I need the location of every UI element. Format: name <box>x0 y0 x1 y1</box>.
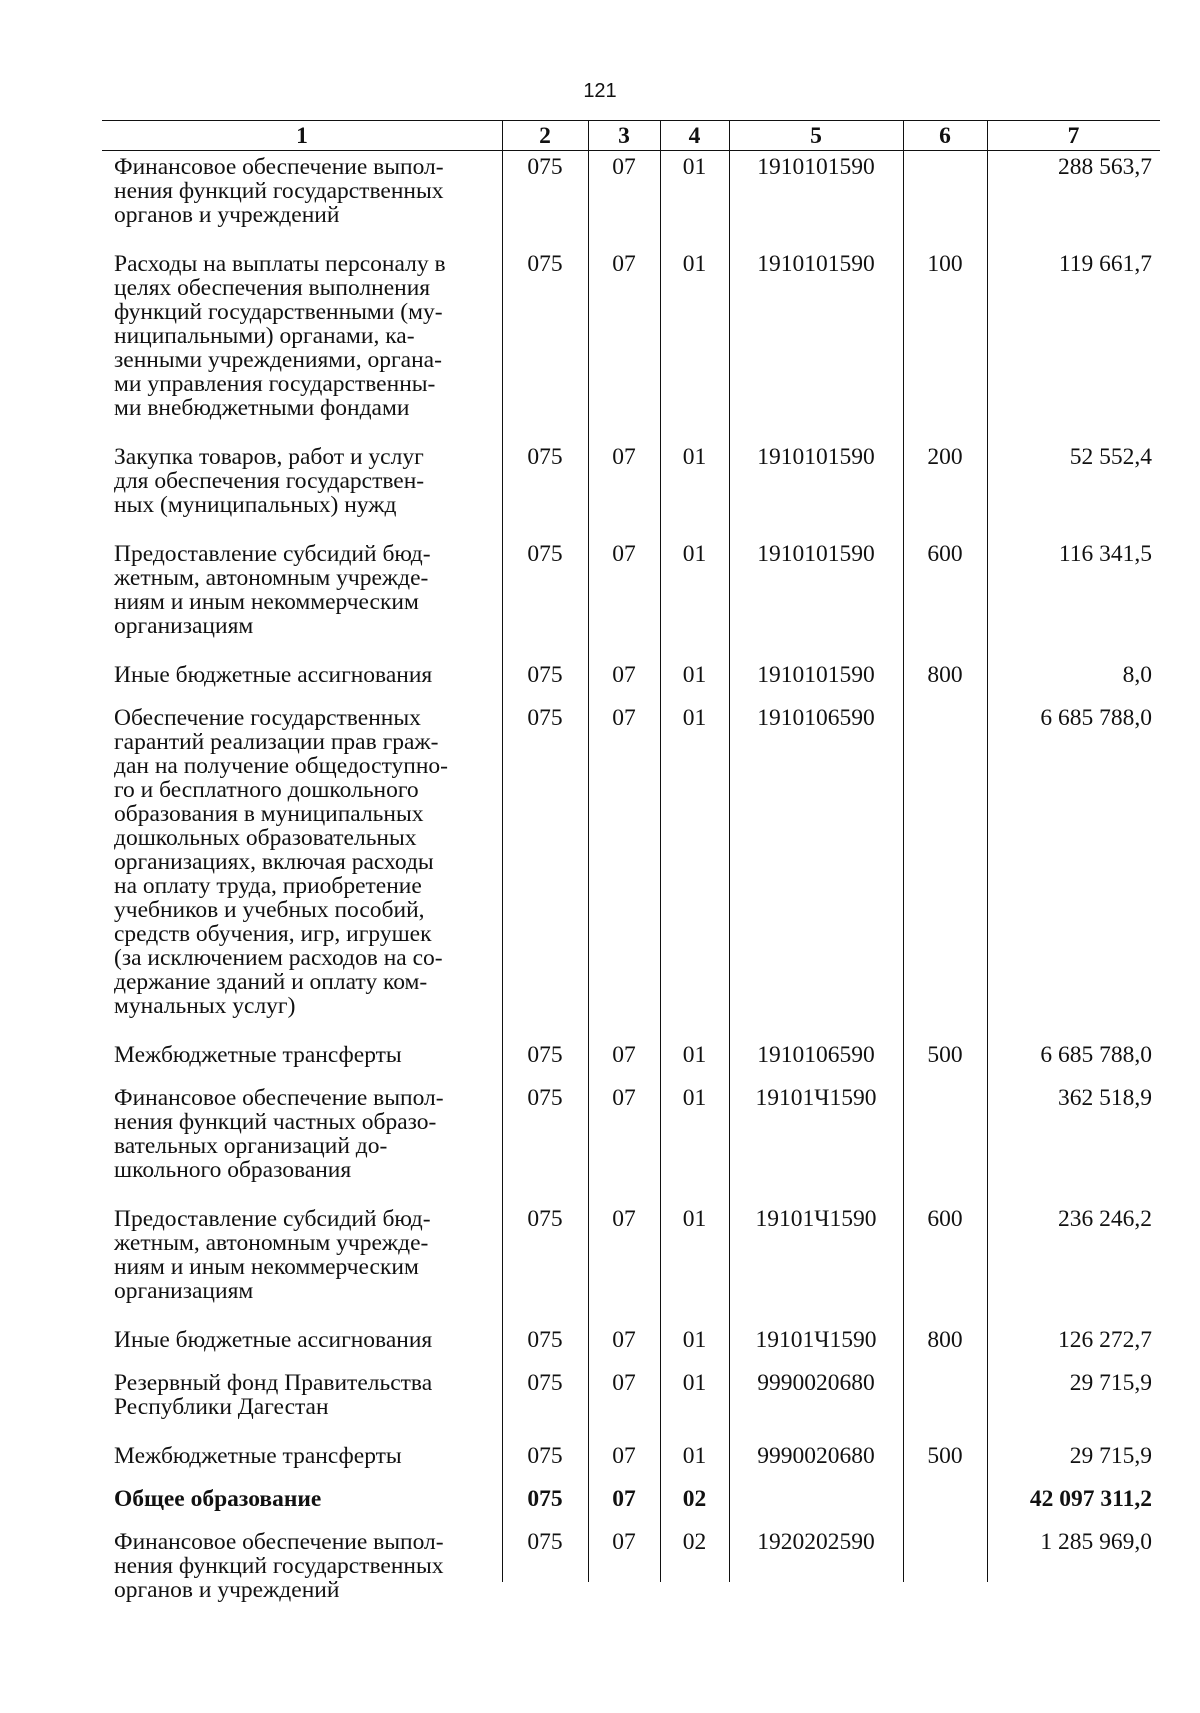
table-row <box>102 247 1160 440</box>
budget-table <box>102 120 1160 1622</box>
column-header: 4 <box>688 123 701 149</box>
table-row <box>102 1366 1160 1439</box>
ministry-code-cell: 075 <box>527 444 563 470</box>
expense-type-cell <box>903 1525 987 1622</box>
target-article-cell: 9990020680 <box>757 1443 875 1469</box>
column-header: 1 <box>296 123 308 149</box>
expense-type-cell: 600 <box>927 1206 963 1232</box>
section-code-cell: 07 <box>612 444 636 470</box>
column-header: 3 <box>618 123 630 149</box>
expense-type-cell <box>903 1366 987 1439</box>
column-header: 5 <box>810 123 822 149</box>
amount-cell: 288 563,7 <box>1058 154 1152 180</box>
target-article-cell: 19101Ч1590 <box>755 1085 877 1111</box>
expense-type-cell <box>903 1081 987 1202</box>
expense-type-cell <box>903 1482 987 1525</box>
ministry-code-cell: 075 <box>527 1443 563 1469</box>
ministry-code-cell: 075 <box>527 541 563 567</box>
subsection-code-cell: 01 <box>682 154 707 180</box>
section-code-cell: 07 <box>612 251 636 277</box>
row-name-cell: Финансовое обеспечение выпол- нения функций государственных органов и учреждений <box>114 1529 444 1603</box>
ministry-code-cell: 075 <box>527 251 563 277</box>
target-article-cell: 1910101590 <box>757 154 875 180</box>
amount-cell: 42 097 311,2 <box>1029 1486 1152 1512</box>
table-row <box>102 537 1160 658</box>
expense-type-cell: 600 <box>927 541 963 567</box>
target-article-cell: 1910101590 <box>757 251 875 277</box>
column-header: 7 <box>1067 123 1080 149</box>
section-code-cell: 07 <box>612 1486 636 1512</box>
expense-type-cell <box>903 701 987 1038</box>
ministry-code-cell: 075 <box>527 154 563 180</box>
subsection-code-cell: 01 <box>682 662 707 688</box>
ministry-code-cell: 075 <box>527 1370 563 1396</box>
subsection-code-cell: 02 <box>682 1529 707 1555</box>
subsection-code-cell: 01 <box>682 1443 707 1469</box>
row-name-cell: Межбюджетные трансферты <box>114 1042 402 1068</box>
target-article-cell <box>729 1482 903 1525</box>
target-article-cell: 1920202590 <box>757 1529 875 1555</box>
amount-cell: 116 341,5 <box>1058 541 1152 567</box>
amount-cell: 1 285 969,0 <box>1040 1529 1152 1555</box>
ministry-code-cell: 075 <box>527 1327 563 1353</box>
expense-type-cell: 100 <box>927 251 963 277</box>
row-name-cell: Иные бюджетные ассигнования <box>114 1327 433 1353</box>
page-number: 121 <box>583 80 617 102</box>
table-row <box>102 1439 1160 1482</box>
subsection-code-cell: 01 <box>682 1327 707 1353</box>
section-code-cell: 07 <box>612 662 636 688</box>
table-row <box>102 440 1160 537</box>
section-code-cell: 07 <box>612 1529 636 1555</box>
target-article-cell: 1910106590 <box>757 1042 875 1068</box>
table-row <box>102 701 1160 1038</box>
section-code-cell: 07 <box>612 541 636 567</box>
row-name-cell: Финансовое обеспечение выпол- нения функций частных образо- вательных организаций до- школьного образования <box>114 1085 444 1183</box>
row-name-cell: Межбюджетные трансферты <box>114 1443 402 1469</box>
table-row <box>102 1323 1160 1366</box>
section-code-cell: 07 <box>612 1042 636 1068</box>
section-code-cell: 07 <box>612 705 636 731</box>
amount-cell: 362 518,9 <box>1058 1085 1152 1111</box>
target-article-cell: 9990020680 <box>757 1370 875 1396</box>
row-name-cell: Предоставление субсидий бюд- жетным, автономным учрежде- ниям и иным некоммерческим организациям <box>114 541 431 639</box>
amount-cell: 126 272,7 <box>1058 1327 1152 1353</box>
ministry-code-cell: 075 <box>527 1206 563 1232</box>
subsection-code-cell: 01 <box>682 705 707 731</box>
row-name-cell: Обеспечение государственных гарантий реализации прав граж- дан на получение общедоступно- го и бесплатного дошкольного образования в муниципальных дошкольных образовательных организациях, включая расходы на оплату труда, приобретение учебников и учебных пособий, средств обучения, игр, игрушек (за исключением расходов на со- держание зданий и оплату ком- мунальных услуг) <box>114 705 449 1019</box>
table-row <box>102 1482 1160 1525</box>
row-name-cell: Иные бюджетные ассигнования <box>114 662 433 688</box>
subsection-code-cell: 02 <box>682 1486 707 1512</box>
column-header: 6 <box>939 123 951 149</box>
expense-type-cell: 800 <box>927 662 963 688</box>
subsection-code-cell: 01 <box>682 1370 707 1396</box>
expense-type-cell <box>903 150 987 247</box>
amount-cell: 119 661,7 <box>1058 251 1152 277</box>
section-code-cell: 07 <box>612 1206 636 1232</box>
target-article-cell: 1910106590 <box>757 705 875 731</box>
subsection-code-cell: 01 <box>682 1206 707 1232</box>
row-name-cell: Резервный фонд Правительства Республики Дагестан <box>114 1370 433 1420</box>
ministry-code-cell: 075 <box>527 1085 563 1111</box>
target-article-cell: 1910101590 <box>757 444 875 470</box>
amount-cell: 6 685 788,0 <box>1040 1042 1152 1068</box>
table-row <box>102 150 1160 247</box>
subsection-code-cell: 01 <box>682 541 707 567</box>
section-code-cell: 07 <box>612 1370 636 1396</box>
section-code-cell: 07 <box>612 1327 636 1353</box>
amount-cell: 52 552,4 <box>1069 444 1152 470</box>
amount-cell: 8,0 <box>1122 662 1152 688</box>
table-row <box>102 1038 1160 1081</box>
target-article-cell: 19101Ч1590 <box>755 1327 877 1353</box>
ministry-code-cell: 075 <box>527 662 563 688</box>
row-name-cell: Финансовое обеспечение выпол- нения функций государственных органов и учреждений <box>114 154 444 228</box>
row-name-cell: Расходы на выплаты персоналу в целях обеспечения выполнения функций государственными (му- ниципальными) органами, ка- зенными учреждениями, органа- ми управления государственны- ми внебюджетными фондами <box>114 251 446 421</box>
table-row <box>102 658 1160 701</box>
ministry-code-cell: 075 <box>527 1486 563 1512</box>
ministry-code-cell: 075 <box>527 1042 563 1068</box>
amount-cell: 29 715,9 <box>1069 1443 1152 1469</box>
section-code-cell: 07 <box>612 1443 636 1469</box>
table-row <box>102 1081 1160 1202</box>
table-row <box>102 1525 1160 1622</box>
target-article-cell: 1910101590 <box>757 662 875 688</box>
expense-type-cell: 500 <box>927 1042 963 1068</box>
row-name-cell: Общее образование <box>114 1486 322 1512</box>
budget-table-wrap <box>102 120 1160 1603</box>
section-code-cell: 07 <box>612 1085 636 1111</box>
amount-cell: 6 685 788,0 <box>1040 705 1152 731</box>
target-article-cell: 19101Ч1590 <box>755 1206 877 1232</box>
amount-cell: 29 715,9 <box>1069 1370 1152 1396</box>
amount-cell: 236 246,2 <box>1058 1206 1152 1232</box>
row-name-cell: Закупка товаров, работ и услуг для обеспечения государствен- ных (муниципальных) нужд <box>114 444 425 518</box>
expense-type-cell: 500 <box>927 1443 963 1469</box>
ministry-code-cell: 075 <box>527 705 563 731</box>
row-name-cell: Предоставление субсидий бюд- жетным, автономным учрежде- ниям и иным некоммерческим организациям <box>114 1206 431 1304</box>
subsection-code-cell: 01 <box>682 444 707 470</box>
table-row <box>102 1202 1160 1323</box>
table-header-row <box>102 120 1160 150</box>
subsection-code-cell: 01 <box>682 251 707 277</box>
section-code-cell: 07 <box>612 154 636 180</box>
subsection-code-cell: 01 <box>682 1042 707 1068</box>
target-article-cell: 1910101590 <box>757 541 875 567</box>
expense-type-cell: 800 <box>927 1327 963 1353</box>
column-header: 2 <box>539 123 551 149</box>
subsection-code-cell: 01 <box>682 1085 707 1111</box>
ministry-code-cell: 075 <box>527 1529 563 1555</box>
expense-type-cell: 200 <box>927 444 963 470</box>
